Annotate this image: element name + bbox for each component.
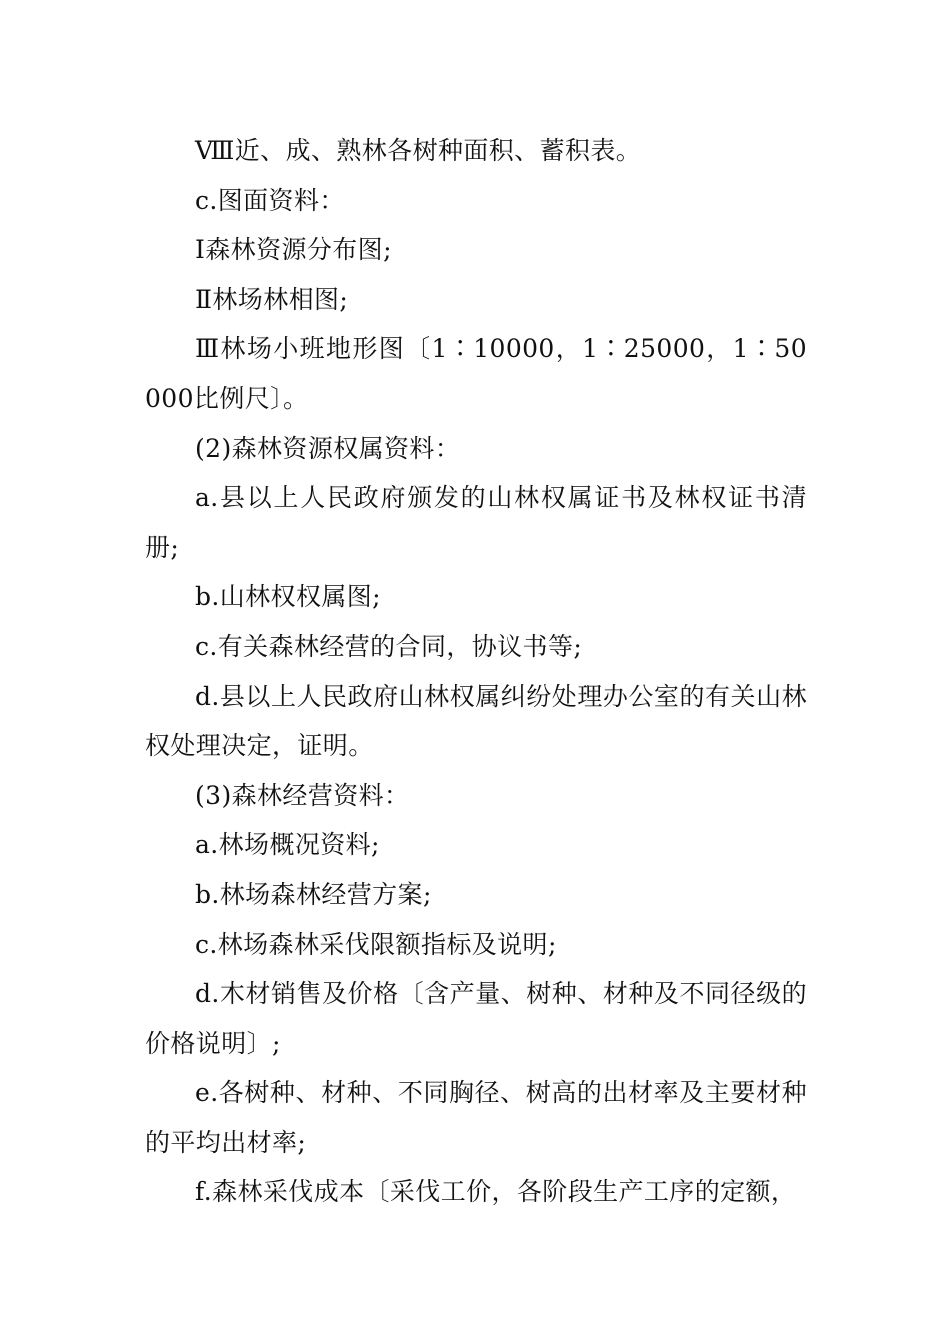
paragraph-map-ii: Ⅱ林场林相图; [195,284,349,314]
paragraph-3a: a.林场概况资料; [195,830,380,860]
paragraph-2a: a.县以上人民政府颁发的山林权属证书及林权证书清册; [145,483,807,562]
paragraph-3f: f.森林采伐成本〔采伐工价，各阶段生产工序的定额， [195,1177,797,1207]
paragraph-2c: c.有关森林经营的合同，协议书等; [195,631,583,661]
paragraph-map-i: Ⅰ森林资源分布图; [195,235,392,265]
paragraph-2b: b.山林权权属图; [195,582,381,612]
paragraph-map-materials-heading: c.图面资料： [195,185,345,215]
document-body [145,126,807,1217]
paragraph-2d: d.县以上人民政府山林权属纠纷处理办公室的有关山林权处理决定，证明。 [145,681,807,761]
paragraph-3e: e.各树种、材种、不同胸径、树高的出材率及主要材种的平均出材率; [145,1078,807,1157]
paragraph-section-2-heading: (2)森林资源权属资料： [195,433,461,463]
paragraph-section-3-heading: (3)森林经营资料： [195,780,410,810]
paragraph-3c: c.林场森林采伐限额指标及说明; [195,929,557,959]
paragraph-3b: b.林场森林经营方案; [195,879,432,909]
paragraph-3d: d.木材销售及价格〔含产量、树种、材种及不同径级的价格说明〕; [145,979,807,1058]
paragraph-table-viii: Ⅷ近、成、熟林各树种面积、蓄积表。 [195,136,642,165]
paragraph-map-iii: Ⅲ林场小班地形图〔1∶10000，1∶25000，1∶50000比例尺〕。 [145,334,807,413]
